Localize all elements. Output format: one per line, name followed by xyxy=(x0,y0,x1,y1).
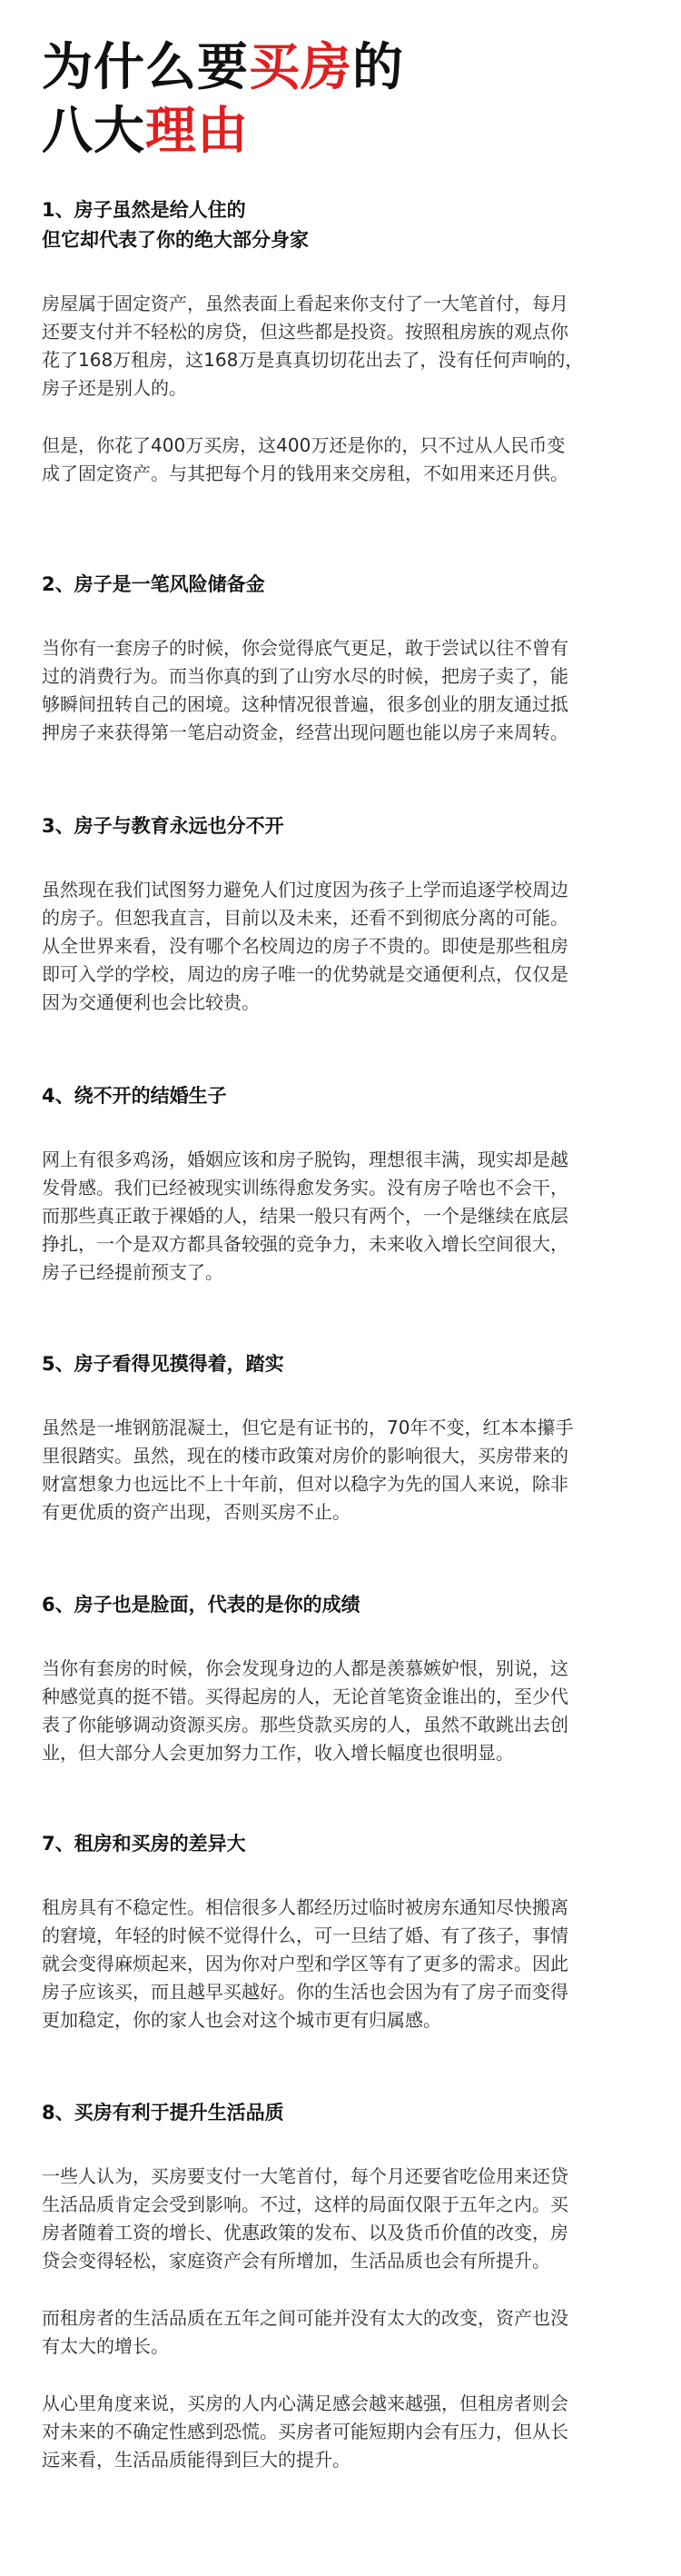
section-2 xyxy=(42,570,639,747)
section-8-paragraph-1 xyxy=(42,2163,639,2275)
paragraph-line: 房屋属于固定资产，虽然表面上看起来你支付了一大笔首付，每月 xyxy=(42,293,568,314)
section-6 xyxy=(42,1590,639,1767)
section-1 xyxy=(42,195,639,488)
paragraph-line: 花了168万租房，这168万是真真切切花出去了，没有任何声响的， xyxy=(42,349,584,371)
paragraph-line: 的窘境，年轻的时候不觉得什么，可一旦结了婚、有了孩子，事情 xyxy=(42,1925,568,1946)
paragraph-line: 就会变得麻烦起来，因为你对户型和学区等有了更多的需求。因此 xyxy=(42,1953,568,1974)
section-5-paragraph-1 xyxy=(42,1414,639,1527)
paragraph-line: 贷会变得轻松，家庭资产会有所增加，生活品质也会有所提升。 xyxy=(42,2250,550,2272)
paragraph-line: 因为交通便利也会比较贵。 xyxy=(42,991,260,1013)
paragraph-line: 的房子。但恕我直言，目前以及未来，还看不到彻底分离的可能。 xyxy=(42,907,568,929)
paragraph-line: 房者随着工资的增长、优惠政策的发布、以及货币价值的改变，房 xyxy=(42,2222,568,2243)
paragraph-line: 即可入学的学校，周边的房子唯一的优势就是交通便利点，仅仅是 xyxy=(42,963,568,985)
title-line-2-accent: 理由 xyxy=(145,102,249,161)
section-3-paragraph-1 xyxy=(42,876,639,1017)
section-7-heading xyxy=(42,1829,639,1859)
paragraph-line: 房子已经提前预支了。 xyxy=(42,1261,223,1283)
section-8-heading xyxy=(42,2098,639,2128)
title-line-2 xyxy=(42,100,639,164)
title-line-2-prefix: 八大 xyxy=(42,102,145,161)
paragraph-line: 从心里角度来说，买房的人内心满足感会越来越强，但租房者则会 xyxy=(42,2392,568,2414)
section-2-heading xyxy=(42,570,639,600)
paragraph-line: 远来看，生活品质能得到巨大的提升。 xyxy=(42,2449,350,2471)
section-5-heading-line-1: 5、房子看得见摸得着，踏实 xyxy=(42,1353,284,1375)
section-1-paragraph-2 xyxy=(42,432,639,488)
section-2-heading-line-1: 2、房子是一笔风险储备金 xyxy=(42,573,265,595)
section-8-paragraph-2 xyxy=(42,2304,639,2361)
section-8-paragraph-3 xyxy=(42,2390,639,2474)
paragraph-line: 当你有一套房子的时候，你会觉得底气更足，敢于尝试以往不曾有 xyxy=(42,637,568,659)
section-6-heading xyxy=(42,1590,639,1620)
paragraph-line: 种感觉真的挺不错。买得起房的人，无论首笔资金谁出的，至少代 xyxy=(42,1686,568,1707)
paragraph-line: 更加稳定，你的家人也会对这个城市更有归属感。 xyxy=(42,2009,441,2031)
section-1-heading xyxy=(42,195,639,255)
paragraph-line: 网上有很多鸡汤，婚姻应该和房子脱钩，理想很丰满，现实却是越 xyxy=(42,1149,568,1170)
section-7 xyxy=(42,1829,639,2034)
section-8 xyxy=(42,2098,639,2474)
title-line-1 xyxy=(42,36,639,100)
section-6-paragraph-1 xyxy=(42,1655,639,1767)
section-3-heading xyxy=(42,811,639,841)
paragraph-line: 租房具有不稳定性。相信很多人都经历过临时被房东通知尽快搬离 xyxy=(42,1896,568,1918)
paragraph-line: 押房子来获得第一笔启动资金，经营出现问题也能以房子来周转。 xyxy=(42,721,568,743)
paragraph-line: 财富想象力也远比不上十年前，但对以稳字为先的国人来说，除非 xyxy=(42,1473,568,1495)
section-7-paragraph-1 xyxy=(42,1894,639,2034)
paragraph-line: 够瞬间扭转自己的困境。这种情况很普遍，很多创业的朋友通过抵 xyxy=(42,693,568,715)
section-7-heading-line-1: 7、租房和买房的差异大 xyxy=(42,1833,246,1855)
paragraph-line: 对未来的不确定性感到恐慌。买房者可能短期内会有压力，但从长 xyxy=(42,2421,568,2442)
article-title xyxy=(42,36,639,164)
section-3-heading-line-1: 3、房子与教育永远也分不开 xyxy=(42,815,284,837)
section-6-heading-line-1: 6、房子也是脸面，代表的是你的成绩 xyxy=(42,1594,360,1616)
paragraph-line: 但是，你花了400万买房，这400万还是你的，只不过从人民币变 xyxy=(42,434,566,456)
title-line-1-accent: 买房 xyxy=(249,38,352,97)
paragraph-line: 表了你能够调动资源买房。那些贷款买房的人，虽然不敢跳出去创 xyxy=(42,1714,568,1736)
section-5 xyxy=(42,1349,639,1527)
paragraph-line: 过的消费行为。而当你真的到了山穷水尽的时候，把房子卖了，能 xyxy=(42,665,568,687)
section-4-heading xyxy=(42,1081,639,1111)
paragraph-line: 挣扎，一个是双方都具备较强的竞争力，未来收入增长空间很大， xyxy=(42,1233,568,1255)
title-line-1-suffix: 的 xyxy=(352,38,404,97)
paragraph-line: 还要支付并不轻松的房贷，但这些都是投资。按照租房族的观点你 xyxy=(42,321,568,343)
paragraph-line: 业，但大部分人会更加努力工作，收入增长幅度也很明显。 xyxy=(42,1742,514,1764)
paragraph-line: 虽然是一堆钢筋混凝土，但它是有证书的，70年不变，红本本攥手 xyxy=(42,1417,574,1438)
paragraph-line: 房子还是别人的。 xyxy=(42,377,187,399)
paragraph-line: 虽然现在我们试图努力避免人们过度因为孩子上学而追逐学校周边 xyxy=(42,879,568,900)
section-1-paragraph-1 xyxy=(42,290,639,403)
paragraph-line: 成了固定资产。与其把每个月的钱用来交房租，不如用来还月供。 xyxy=(42,462,568,484)
paragraph-line: 房子应该买，而且越早买越好。你的生活也会因为有了房子而变得 xyxy=(42,1981,568,2003)
paragraph-line: 当你有套房的时候，你会发现身边的人都是羡慕嫉妒恨，别说，这 xyxy=(42,1657,568,1679)
paragraph-line: 有更优质的资产出现，否则买房不止。 xyxy=(42,1501,350,1523)
section-1-heading-line-1: 1、房子虽然是给人住的 xyxy=(42,199,246,221)
section-2-paragraph-1 xyxy=(42,634,639,747)
paragraph-line: 一些人认为，买房要支付一大笔首付，每个月还要省吃俭用来还贷 xyxy=(42,2165,568,2187)
section-3 xyxy=(42,811,639,1017)
section-4-heading-line-1: 4、绕不开的结婚生子 xyxy=(42,1085,227,1107)
section-1-heading-line-2: 但它却代表了你的绝大部分身家 xyxy=(42,229,309,251)
paragraph-line: 从全世界来看，没有哪个名校周边的房子不贵的。即使是那些租房 xyxy=(42,935,568,957)
paragraph-line: 生活品质肯定会受到影响。不过，这样的局面仅限于五年之内。买 xyxy=(42,2193,568,2215)
paragraph-line: 有太大的增长。 xyxy=(42,2335,169,2357)
paragraph-line: 发骨感。我们已经被现实训练得愈发务实。没有房子啥也不会干， xyxy=(42,1177,568,1198)
section-4 xyxy=(42,1081,639,1287)
paragraph-line: 而那些真正敢于裸婚的人，结果一般只有两个，一个是继续在底层 xyxy=(42,1205,568,1227)
section-8-heading-line-1: 8、买房有利于提升生活品质 xyxy=(42,2102,284,2123)
section-5-heading xyxy=(42,1349,639,1379)
paragraph-line: 而租房者的生活品质在五年之间可能并没有太大的改变，资产也没 xyxy=(42,2307,568,2329)
title-line-1-prefix: 为什么要 xyxy=(42,38,249,97)
section-4-paragraph-1 xyxy=(42,1146,639,1287)
paragraph-line: 里很踏实。虽然，现在的楼市政策对房价的影响很大，买房带来的 xyxy=(42,1445,568,1467)
